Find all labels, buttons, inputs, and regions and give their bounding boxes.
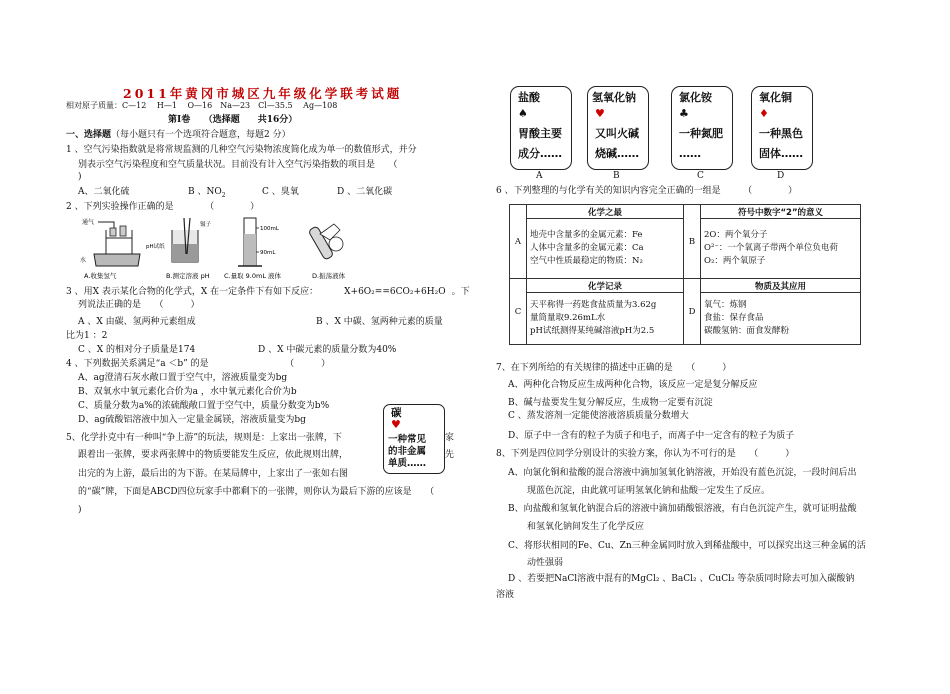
card-d-line3: 固体……	[759, 147, 803, 160]
q3-option-c: C 、X 的相对分子质量是174	[78, 345, 196, 355]
q1-option-b	[188, 186, 226, 202]
q6-b-line1: 2O：两个氧分子	[704, 230, 768, 240]
q5-line4: 的“碳”牌，下面是ABCD四位玩家手中都剩下的一张牌，则你认为最后下游的应该是 （	[78, 487, 435, 497]
q3-equation: X+6O₂==6CO₂+6H₂O	[344, 287, 446, 297]
q2-mark-niezi: 镊子	[200, 222, 212, 228]
card-a-label: A	[536, 171, 543, 181]
q7-stem: 7、在下列所给的有关规律的描述中正确的是 （ ）	[496, 363, 732, 373]
card-a-line3: 成分……	[518, 147, 562, 160]
q1-option-b-sub: 2	[221, 191, 226, 199]
q2-apparatus-figure	[80, 214, 370, 282]
q6-cell-b-head: 符号中数字“2”的意义	[701, 205, 861, 219]
heart-suit-icon: ♥	[391, 418, 401, 431]
q3-option-b: B 、X 中碳、氢两种元素的质量	[316, 317, 443, 327]
q6-cell-d-head: 物质及其应用	[701, 279, 861, 293]
q6-b-line2: O²⁻：一个氧离子带两个单位负电荷	[704, 243, 838, 253]
card-c	[671, 86, 733, 170]
q2-figure-d	[308, 224, 345, 280]
q6-cell-d-label: D	[684, 279, 701, 345]
q6-cell-c-body	[527, 293, 684, 345]
q6-c-line2: 量筒量取9.26mL水	[530, 313, 606, 323]
q6-d-line3: 碳酸氢钠：面食发酵粉	[704, 326, 790, 336]
q3-line2: 列说法正确的是 （ ）	[78, 300, 200, 310]
carbon-card-line4: 单质……	[388, 458, 427, 469]
q6-cell-c-head: 化学记录	[527, 279, 684, 293]
q1-option-c: C 、臭氧	[262, 187, 299, 197]
card-b-label: B	[613, 171, 620, 181]
card-c-line2: 一种氮肥	[679, 127, 723, 140]
q6-cell-a-body	[527, 219, 684, 279]
q2-label-c: C.量取 9.0mL 液体	[224, 272, 282, 280]
atomic-masses: 相对原子质量：C—12 H—1 O—16 Na—23 Cl—35.5 Ag—108	[66, 101, 338, 110]
q6-a-line3: 空气中性质最稳定的物质：N₂	[530, 256, 643, 266]
q2-mark-90: 90mL	[260, 250, 276, 256]
carbon-card-line3: 的非金属	[388, 446, 427, 457]
spade-suit-icon: ♠	[518, 107, 528, 120]
card-a	[510, 86, 572, 170]
card-d-title: 氧化铜	[759, 91, 792, 104]
q2-label-a: A.收集氢气	[84, 272, 117, 280]
q6-cell-b-body	[701, 219, 861, 279]
q8-stem: 8、下列是四位同学分别设计的实验方案，你认为不可行的是 （ ）	[496, 449, 795, 459]
q7-option-b: B、碱与盐要发生复分解反应，生成物一定要有沉淀	[508, 398, 713, 408]
card-c-title: 氯化铵	[679, 91, 712, 104]
q4-option-a: A、ag澄清石灰水敞口置于空气中，溶液质量变为bg	[78, 373, 288, 383]
card-a-title: 盐酸	[518, 91, 540, 104]
card-b-line3: 烧碱……	[595, 147, 639, 160]
q7-option-a: A、两种化合物反应生成两种化合物，该反应一定是复分解反应	[508, 380, 758, 390]
section1-heading: 一、选择题	[66, 130, 112, 140]
q6-cell-d-body	[701, 293, 861, 345]
q6-stem: 6 、下列整理的与化学有关的知识内容完全正确的一组是 （ ）	[496, 186, 798, 196]
q6-a-line1: 地壳中含量多的金属元素：Fe	[530, 230, 643, 240]
q8-option-c-line2: 动性强弱	[527, 558, 564, 568]
q6-d-line1: 氧气：炼钢	[704, 300, 747, 310]
card-c-label: C	[697, 171, 704, 181]
q1-option-d: D 、二氧化碳	[337, 187, 393, 197]
q1-line1: 1 、空气污染指数就是将常规监测的几种空气污染物浓度简化成为单一的数值形式，并分	[66, 145, 417, 155]
q8-option-c-line1: C、将形状相同的Fe、Cu、Zn三种金属同时放入到稀盐酸中，可以探究出这三种金属的活	[508, 541, 866, 551]
card-c-line3: ……	[679, 147, 701, 160]
q3-option-a: A 、X 由碳、氢两种元素组成	[78, 317, 196, 327]
q2-stem: 2 、下列实验操作正确的是 （ ）	[66, 202, 260, 212]
q6-table	[509, 204, 861, 345]
q6-cell-b-label: B	[684, 205, 701, 279]
card-b-line2: 又叫火碱	[595, 127, 639, 140]
q8-option-b-line1: B、向盐酸和氢氧化钠混合后的溶液中滴加硝酸银溶液，有白色沉淀产生，就可证明盐酸	[508, 504, 857, 514]
q3-line1-text: 3 、用X 表示某化合物的化学式，X 在一定条件下有如下反应：	[66, 287, 319, 297]
q8-option-d-line2: 溶液	[496, 590, 515, 600]
q5-line1: 5、化学扑克中有一种叫“争上游”的玩法，规则是：上家出一张牌，下	[66, 433, 342, 443]
card-d	[751, 86, 813, 170]
club-suit-icon: ♣	[679, 107, 689, 120]
q4-option-c: C、质量分数为a%的浓硫酸敞口置于空气中，质量分数变为b%	[78, 401, 330, 411]
q2-figure-c	[224, 218, 282, 280]
card-b-title: 氢氧化钠	[592, 91, 636, 104]
card-b	[587, 86, 649, 170]
q4-stem: 4 、下列数据关系满足“a ＜b” 的是 （ ）	[66, 359, 331, 369]
q6-b-line3: O₂：两个氧原子	[704, 256, 766, 266]
q2-figure-b	[146, 218, 212, 280]
card-d-label: D	[777, 171, 785, 181]
part1-header: 第Ⅰ卷 （选择题 共16分）	[168, 115, 298, 125]
q8-option-a-line1: A、向氯化铜和盐酸的混合溶液中滴加氢氧化钠溶液，开始没有蓝色沉淀，一段时间后出	[508, 468, 857, 478]
q6-d-line2: 食盐：保存食品	[704, 313, 764, 323]
q5-line2-end: 先	[445, 450, 455, 460]
diamond-suit-icon: ♦	[759, 107, 769, 120]
carbon-card-line2: 一种常见	[388, 434, 427, 445]
q6-cell-a-head: 化学之最	[527, 205, 684, 219]
q2-mark-ph: pH试纸	[146, 244, 165, 250]
q1-option-a: A、二氧化硫	[78, 187, 130, 197]
q6-cell-c-label: C	[510, 279, 527, 345]
q2-figure-a	[80, 218, 140, 280]
card-a-line2: 胃酸主要	[518, 127, 562, 140]
q5-line3: 出完的为上游，最后出的为下游。在某局牌中，上家出了一张如右图	[78, 469, 349, 479]
q6-c-line3: pH试纸测得某纯碱溶液pH为2.5	[530, 326, 655, 336]
carbon-card	[383, 404, 445, 474]
q1-line3: )	[78, 172, 82, 182]
q2-label-d: D.振荡液体	[312, 272, 346, 280]
q3-line1	[66, 286, 470, 298]
q2-mark-100: 100mL	[260, 226, 279, 232]
q8-option-a-line2: 现蓝色沉淀，由此就可证明氢氧化钠和盐酸一定发生了反应。	[527, 486, 771, 496]
q1-option-b-text: B 、NO	[188, 187, 222, 197]
q2-mark-water: 水	[80, 257, 87, 264]
q8-option-d-line1: D 、若要把NaCl溶液中混有的MgCl₂ 、BaCl₂ 、CuCl₂ 等杂质同时除去可加入碳酸钠	[508, 574, 855, 584]
q7-option-d: D、原子中一含有的粒子为质子和电子，而离子中一定含有的粒子为质子	[508, 431, 795, 441]
q6-a-line2: 人体中含量多的金属元素：Ca	[530, 243, 644, 253]
carbon-card-title: 碳	[391, 407, 402, 419]
q6-c-line1: 天平称得一药匙食盐质量为3.62g	[530, 300, 657, 310]
q3-line1-end: 。下	[451, 287, 470, 297]
section1-title	[66, 129, 291, 141]
q2-mark-tongqi: 通气	[82, 219, 95, 226]
q4-option-b: B、双氧水中氧元素化合价为a ，水中氧元素化合价为b	[78, 387, 297, 397]
q4-option-d: D、ag硫酸铝溶液中加入一定量金属镁，溶液质量变为bg	[78, 415, 306, 425]
section1-instruction: （每小题只有一个选项符合题意，每题2 分）	[111, 130, 291, 140]
q3-option-b-cont: 比为1 ：2	[66, 331, 108, 341]
heart-suit-icon: ♥	[595, 107, 605, 120]
q5-line1-end: 家	[445, 433, 455, 443]
card-d-line2: 一种黑色	[759, 127, 803, 140]
exam-title: 2011年黄冈市城区九年级化学联考试题	[123, 86, 403, 101]
q5-line2: 跟着出一张牌，要求两张牌中的物质要能发生反应，依此规则出牌，	[78, 450, 349, 460]
q2-label-b: B.测定溶液 pH	[166, 272, 210, 280]
q5-line5: )	[78, 505, 82, 515]
q6-cell-a-label: A	[510, 205, 527, 279]
q3-option-d: D 、X 中碳元素的质量分数为40%	[258, 345, 397, 355]
q8-option-b-line2: 和氢氧化钠间发生了化学反应	[527, 522, 645, 532]
q7-option-c: C 、蒸发溶剂一定能使溶液溶质质量分数增大	[508, 411, 689, 421]
q1-line2: 别表示空气污染程度和空气质量状况。目前没有计入空气污染指数的项目是 （	[78, 160, 398, 170]
